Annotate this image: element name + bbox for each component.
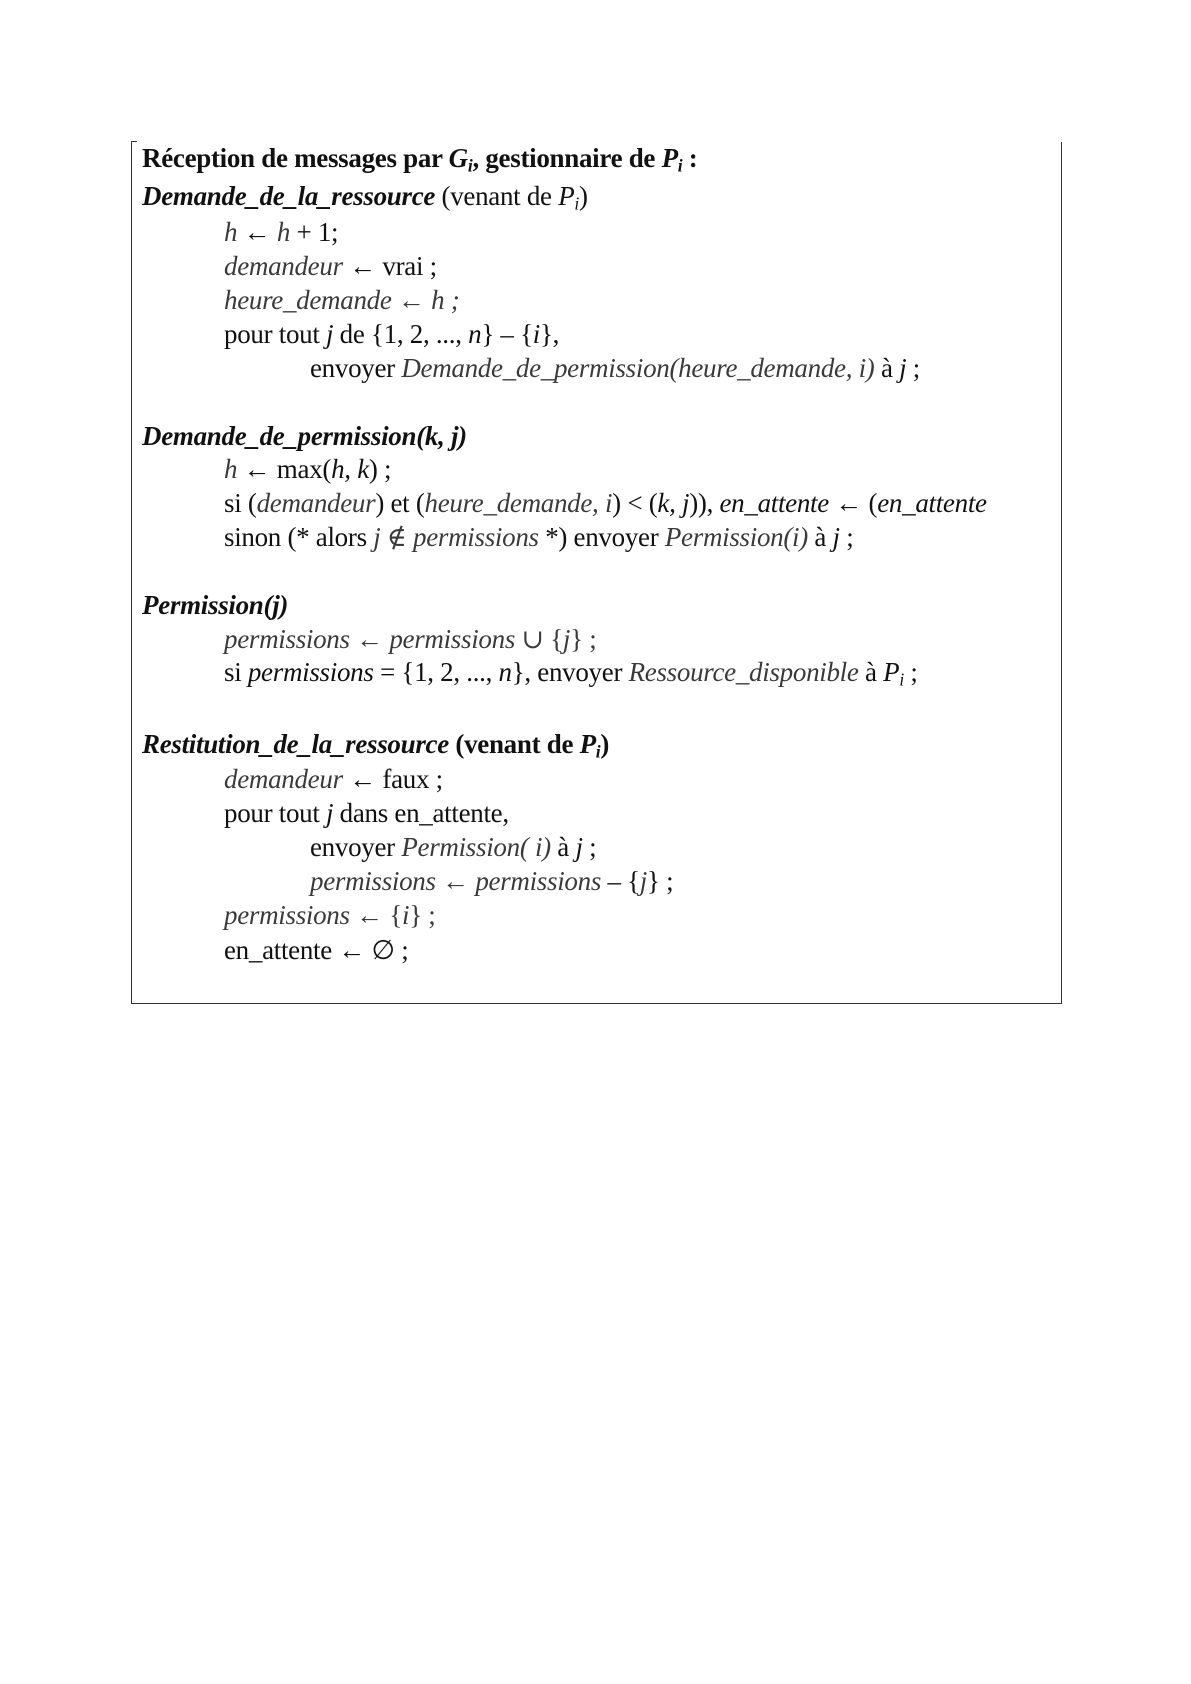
code-line: demandeur ← faux ; — [224, 764, 443, 794]
section-title-demande-permission: Demande_de_permission(k, j) — [142, 421, 467, 451]
code-line: demandeur ← vrai ; — [224, 251, 437, 281]
code-line: pour tout j de {1, 2, ..., n} – {i}, — [224, 319, 560, 349]
code-line: en_attente ← ∅ ; — [224, 935, 409, 965]
code-line: permissions ← {i} ; — [224, 900, 436, 930]
code-line: h ← max(h, k) ; — [224, 454, 392, 484]
code-line: si (demandeur) et (heure_demande, i) < (k, j)), en_attente ← (en_attente — [224, 488, 987, 518]
code-line: sinon (* alors j ∉ permissions *) envoyer Permission(i) à j ; — [224, 522, 854, 552]
code-line: h ← h + 1; — [224, 217, 339, 247]
code-line: permissions ← permissions – {j} ; — [310, 866, 674, 896]
section-title-demande-ressource: Demande_de_la_ressource (venant de $P_i$) — [142, 181, 588, 214]
code-line: heure_demande ← h ; — [224, 285, 460, 315]
algorithm-box — [131, 142, 1062, 1004]
code-line: si permissions = {1, 2, ..., n}, envoyer Ressource_disponible à $P_i$ ; — [224, 657, 918, 690]
section-title-permission: Permission(j) — [142, 590, 289, 620]
algorithm-header: Réception de messages par $G_i$, gestionnaire de $P_i$ : — [142, 143, 698, 176]
code-line: pour tout j dans en_attente, — [224, 798, 509, 828]
code-line: envoyer Demande_de_permission(heure_demande, i) à j ; — [310, 353, 920, 383]
section-title-restitution: Restitution_de_la_ressource (venant de $P_i$) — [142, 729, 610, 762]
code-line: envoyer Permission( i) à j ; — [310, 832, 597, 862]
code-line: permissions ← permissions ∪ {j} ; — [224, 624, 597, 654]
